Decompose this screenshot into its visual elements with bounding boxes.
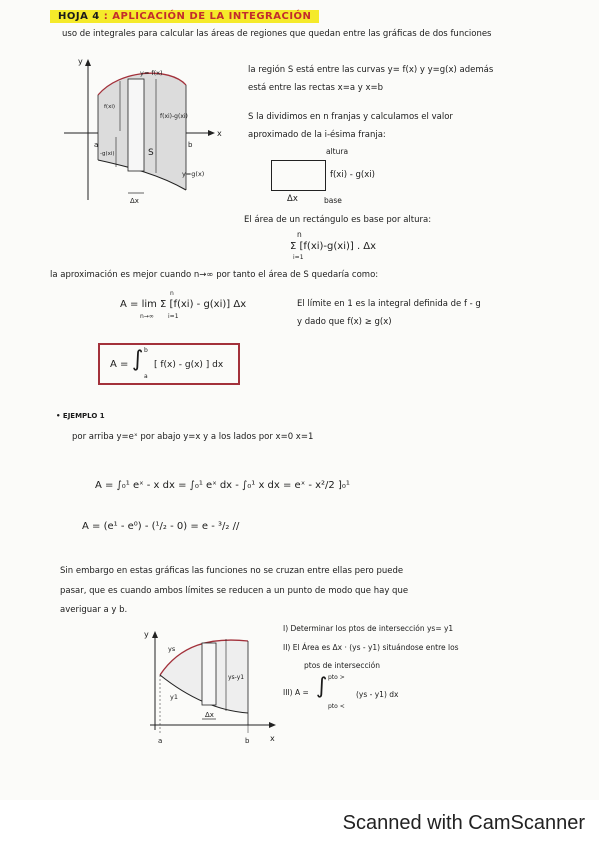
boxed-upper-limit: b: [144, 347, 148, 354]
fig2-y-label: y: [144, 630, 149, 639]
fig2-y1-label: y1: [170, 693, 178, 701]
title-prefix: HOJA 4: [58, 11, 100, 22]
integral-sign: ∫: [132, 347, 144, 372]
intersection-figure: [120, 625, 280, 750]
step-3-integral-sign: ∫: [316, 674, 328, 699]
intro-text: uso de integrales para calcular las áreas de regiones que quedan entre las gráficas de dos funciones: [62, 29, 492, 39]
limit-sum-upper: n: [170, 290, 174, 297]
step-2-continued: ptos de intersección: [304, 661, 381, 670]
step-3-label: III) A =: [283, 688, 309, 697]
boxed-a-label: A =: [110, 359, 129, 370]
fig2-x-label: x: [270, 734, 275, 743]
page-title: [50, 6, 319, 24]
sum-upper: n: [297, 230, 302, 239]
limit-formula: A = lim Σ [f(xi) - g(xi)] Δx: [120, 299, 247, 310]
step-3-upper: pto >: [328, 674, 345, 681]
riemann-sum: Σ [f(xi)-g(xi)] . Δx: [290, 241, 377, 252]
strip-rectangle: [271, 160, 326, 191]
fig2-a-label: a: [158, 737, 163, 745]
rectangle-area-text: El área de un rectángulo es base por altura:: [244, 215, 432, 225]
sum-lower: i=1: [293, 254, 304, 261]
strip-text-1: S la dividimos en n franjas y calculamos el valor: [248, 112, 453, 122]
fig1-diff-label: f(xi)-g(xi): [160, 113, 188, 120]
boxed-lower-limit: a: [144, 373, 148, 380]
limit-text: la aproximación es mejor cuando n→∞ por tanto el área de S quedaría como:: [50, 270, 379, 280]
height-label: altura: [326, 147, 349, 156]
fig1-x-label: x: [217, 129, 222, 138]
fig1-a-label: a: [94, 141, 99, 149]
fig1-region-label: S: [148, 148, 154, 158]
title-separator: :: [99, 11, 113, 22]
fig1-y-label: y: [78, 57, 83, 66]
example-integral: A = ∫₀¹ eˣ - x dx = ∫₀¹ eˣ dx - ∫₀¹ x dx = eˣ - x²/2 ]₀¹: [95, 480, 350, 491]
fig2-b-label: b: [245, 737, 250, 745]
fig2-dx-label: Δx: [205, 711, 214, 719]
strip-height-value: f(xi) - g(xi): [330, 170, 375, 180]
crossing-text-3: averiguar a y b.: [60, 605, 128, 615]
region-text-2: está entre las rectas x=a y x=b: [248, 83, 384, 93]
example-result: A = (e¹ - e⁰) - (¹/₂ - 0) = e - ³/₂ //: [82, 521, 240, 532]
crossing-text-2: pasar, que es cuando ambos límites se reducen a un punto de modo que hay que: [60, 586, 409, 596]
example-bounds: por arriba y=eˣ por abajo y=x y a los lados por x=0 x=1: [72, 432, 314, 442]
fig1-gxi-label: -g(xi): [100, 151, 115, 157]
fig2-diff-label: ys-y1: [228, 674, 245, 681]
title-text: APLICACIÓN DE LA INTEGRACIÓN: [112, 11, 312, 22]
step-1: I) Determinar los ptos de intersección ys= y1: [283, 624, 454, 633]
crossing-text-1: Sin embargo en estas gráficas las funciones no se cruzan entre ellas pero puede: [60, 566, 404, 576]
fig1-g-label: y=g(x): [182, 170, 205, 178]
region-text-1: la región S está entre las curvas y= f(x) y y=g(x) además: [248, 65, 494, 75]
limit-sum-lower: i=1: [168, 313, 179, 320]
step-3-integrand: (ys - y1) dx: [356, 690, 399, 699]
fig1-fxi-label: f(xi): [104, 104, 116, 110]
strip-width-label: Δx: [287, 194, 298, 204]
integral-note-2: y dado que f(x) ≥ g(x): [297, 317, 392, 327]
fig1-dx-label: Δx: [130, 197, 139, 205]
example-label: • EJEMPLO 1: [56, 412, 105, 420]
step-2: II) El Área es Δx · (ys - y1) situándose entre los: [283, 643, 459, 652]
strip-text-2: aproximado de la i-ésima franja:: [248, 130, 386, 140]
limit-subscript: n→∞: [140, 313, 154, 320]
integral-note-1: El límite en 1 es la integral definida de f - g: [297, 299, 481, 309]
scanner-footer: [0, 800, 599, 848]
step-3-lower: pto <: [328, 703, 345, 710]
fig1-b-label: b: [188, 141, 193, 149]
fig2-ys-label: ys: [168, 645, 176, 653]
boxed-area-formula: [98, 343, 240, 385]
scanner-watermark: Scanned with CamScanner: [342, 812, 585, 834]
boxed-integrand: [ f(x) - g(x) ] dx: [154, 360, 224, 370]
region-figure: [60, 55, 230, 205]
base-label: base: [324, 196, 342, 205]
fig1-f-label: y= f(x): [140, 69, 163, 77]
